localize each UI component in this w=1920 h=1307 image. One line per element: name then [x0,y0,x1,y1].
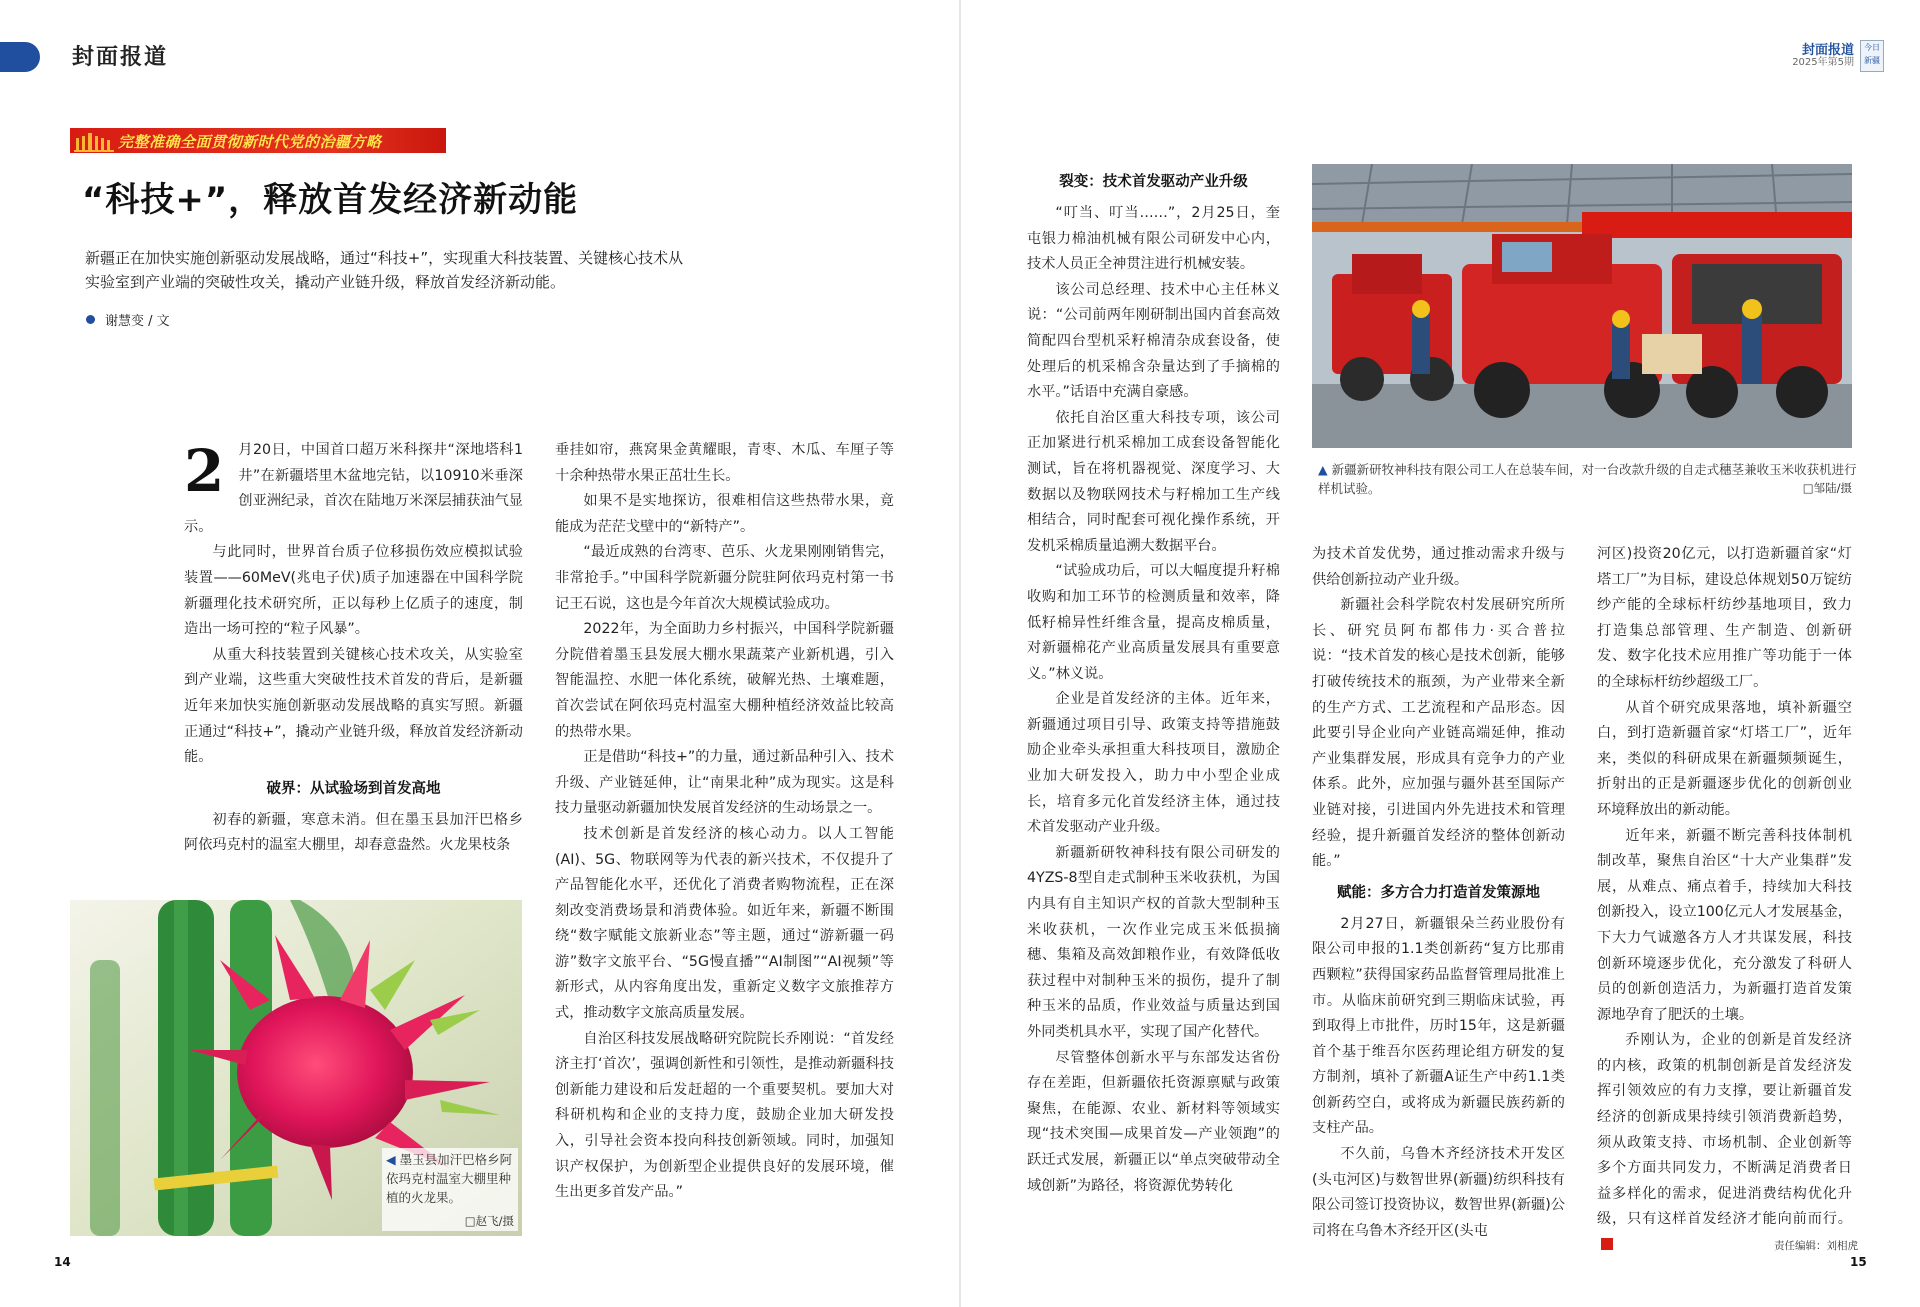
section-title: 封面报道 [72,44,169,70]
paragraph: “最近成熟的台湾枣、芭乐、火龙果刚刚销售完，非常抢手。”中国科学院新疆分院驻阿依玛克村第一书记王石说，这也是今年首次大规模试验成功。 [555,544,894,612]
paragraph: 企业是首发经济的主体。近年来，新疆通过项目引导、政策支持等措施鼓励企业牵头承担重大科技项目，激励企业加大研发投入，助力中小型企业成长，培育多元化首发经济主体，通过技术首发驱动产业升级。 [1027,691,1280,836]
paragraph: “试验成功后，可以大幅度提升籽棉收购和加工环节的检测质量和效率，降低籽棉异性纤维含量，提高皮棉质量，对新疆棉花产业高质量发展具有重要意义。”林义说。 [1027,563,1280,682]
paragraph: 2022年，为全面助力乡村振兴，中国科学院新疆分院借着墨玉县发展大棚水果蔬菜产业新机遇，引入智能温控、水肥一体化系统，破解光热、土壤难题，首次尝试在阿依玛克村温室大棚种植经济效益比较高的热带水果。 [555,621,894,740]
paragraph: 该公司总经理、技术中心主任林义说：“公司前两年刚研制出国内首套高效简配四台型机采籽棉清杂成套设备，使处理后的机采棉含杂量达到了手摘棉的水平。”话语中充满自豪感。 [1027,281,1280,401]
body-column-1 [184,438,523,859]
paragraph: 如果不是实地探访，很难相信这些热带水果，竟能成为茫茫戈壁中的“新特产”。 [555,493,894,535]
paragraph: 从重大科技装置到关键核心技术攻关，从实验室到产业端，这些重大突破性技术首发的背后，是新疆近年来加快实施创新驱动发展战略的真实写照。新疆正通过“科技+”，撬动产业链升级，释放首发经济新动能。 [184,646,523,766]
paragraph: 不久前，乌鲁木齐经济技术开发区(头屯河区)与数智世界(新疆)纺织科技有限公司签订投资协议，数智世界(新疆)公司将在乌鲁木齐经开区(头屯 [1312,1146,1565,1239]
paragraph: 从首个研究成果落地，填补新疆空白，到打造新疆首家“灯塔工厂”，近年来，类似的科研成果在新疆频频诞生，折射出的正是新疆逐步优化的创新创业环境释放出的新动能。 [1597,699,1852,818]
body-column-4 [1312,542,1565,1244]
harvester-workshop-photo [1312,164,1852,448]
paragraph: 垂挂如帘，燕窝果金黄耀眼，青枣、木瓜、车厘子等十余种热带水果正茁壮生长。 [555,442,894,484]
paragraph-text: 月20日，中国首口超万米科探井“深地塔科1井”在新疆塔里木盆地完钻，以10910米垂深创亚洲纪录，首次在陆地万米深层捕获油气显示。 [184,442,523,535]
paragraph: 尽管整体创新水平与东部发达省份存在差距，但新疆依托资源禀赋与政策聚焦，在能源、农业、新材料等领域实现“技术突围—成果首发—产业领跑”的跃迁式发展，新疆正以“单点突破带动全域创新”为路径，将资源优势转化 [1027,1049,1280,1194]
theme-banner [70,128,446,153]
article-title: “科技+”，释放首发经济新动能 [82,180,579,220]
paragraph: 2月27日，新疆银朵兰药业股份有限公司申报的1.1类创新药“复方比那甫西颗粒”获得国家药品监督管理局批准上市。从临床前研究到三期临床试验，再到取得上市批件，历时15年，这是新疆首个基于维吾尔医药理论组方研发的复方制剂，填补了新疆A证生产中药1.1类创新药空白，或将成为新疆民族药新的支柱产品。 [1312,915,1565,1137]
harvester-workshop-illustration [1312,164,1852,448]
paragraph: 新疆社会科学院农村发展研究所所长、研究员阿布都伟力·买合普拉说：“技术首发的核心是技术创新，能够打破传统技术的瓶颈，为产业带来全新的生产方式、工艺流程和产品形态。因此要引导企业向产业链高端延伸，推动产业集群发展，形成具有竞争力的产业体系。此外，应加强与疆外甚至国际产业链对接，引进国内外先进技术和管理经验，提升新疆首发经济的整体创新动能。” [1312,597,1565,870]
caption-arrow-icon: ▲ [1318,462,1332,477]
paragraph: 技术创新是首发经济的核心动力。以人工智能(AI)、5G、物联网等为代表的新兴技术，不仅提升了产品智能化水平，还优化了消费者购物流程，正在深刻改变消费场景和消费体验。如近年来，新疆不断围绕“数字赋能文旅新业态”等主题，通过“游新疆一码游”数字文旅平台、“5G慢直播”“AI制图”“AI视频”等新形式，从内容角度出发，重新定义数字文旅推荐方式，推动数字文旅高质量发展。 [555,825,894,1022]
page-gutter [959,0,961,1307]
section-heading: 破界：从试验场到首发高地 [266,780,441,797]
body-column-5 [1597,542,1852,1259]
magazine-logo-text: 今日新疆 [1864,43,1880,65]
paragraph [1597,1028,1852,1258]
magazine-logo [1860,40,1884,72]
dragon-fruit-photo [70,900,522,1236]
byline-text: 谢慧变 / 文 [105,314,170,329]
byline [86,310,170,329]
article-lead: 新疆正在加快实施创新驱动发展战略，通过“科技+”，实现重大科技装置、关键核心技术从实验室到产业端的突破性攻关，撬动产业链升级，释放首发经济新动能。 [85,249,684,291]
byline-bullet-icon [86,315,95,324]
paragraph: 正是借助“科技+”的力量，通过新品种引入、技术升级、产业链延伸，让“南果北种”成为现实。这是科技力量驱动新疆加快发展首发经济的生动场景之一。 [555,749,894,817]
page-number-left: 14 [54,1255,71,1269]
body-column-2 [555,438,894,1206]
end-mark-icon [1601,1238,1613,1250]
running-header-title: 封面报道 [1801,42,1854,58]
great-hall-icon [74,130,114,152]
paragraph: 依托自治区重大科技专项，该公司正加紧进行机采棉加工成套设备智能化测试，旨在将机器视觉、深度学习、大数据以及物联网技术与籽棉加工生产线相结合，同时配套可视化操作系统，开发机采棉质量追溯大数据平台。 [1027,409,1280,554]
section-tab-marker [0,42,40,72]
paragraph: 初春的新疆，寒意未消。但在墨玉县加汗巴格乡阿依玛克村的温室大棚里，却春意盎然。火龙果枝条 [184,811,523,854]
banner-text: 完整准确全面贯彻新时代党的治疆方略 [118,133,382,151]
photo2-caption-text: 新疆新研牧神科技有限公司工人在总装车间，对一台改款升级的自走式穗茎兼收玉米收获机进行样机试验。 [1318,462,1857,496]
paragraph: 新疆新研牧神科技有限公司研发的4YZS-8型自走式制种玉米收获机，为国内具有自主知识产权的首款大型制种玉米收获机，一次作业完成玉米低损摘穗、集箱及高效卸粮作业，有效降低收获过程中对制种玉米的损伤，提升了制种玉米的品质，作业效益与质量达到国外同类机具水平，实现了国产化替代。 [1027,844,1280,1040]
paragraph [184,438,523,540]
section-heading: 赋能：多方合力打造首发策源地 [1337,884,1540,901]
responsible-editor: 责任编辑：刘相虎 [1774,1240,1858,1252]
photo2-credit: □邹陆/摄 [1802,481,1852,495]
paragraph: 为技术首发优势，通过推动需求升级与供给创新拉动产业升级。 [1312,546,1565,588]
page-number-right: 15 [1850,1255,1867,1269]
running-header [1792,40,1884,72]
issue-label: 2025年第5期 [1792,56,1854,68]
photo1-caption [386,1150,514,1207]
caption-arrow-icon: ◀ [386,1152,400,1167]
photo1-credit: □赵飞/摄 [464,1214,514,1228]
paragraph: 近年来，新疆不断完善科技体制机制改革，聚焦自治区“十大产业集群”发展，从难点、痛点着手，持续加大科技创新投入，设立100亿元人才发展基金，下大力气诚邀各方人才共谋发展，科技创新环境逐步优化，充分激发了科研人员的创新创造活力，为新疆打造首发策源地孕育了肥沃的土壤。 [1597,827,1852,1023]
paragraph: 与此同时，世界首台质子位移损伤效应模拟试验装置——60MeV(兆电子伏)质子加速器在中国科学院新疆理化技术研究所，正以每秒上亿质子的速度，制造出一场可控的“粒子风暴”。 [184,544,523,638]
drop-cap: 2 [184,437,225,505]
photo1-caption-text: 墨玉县加汗巴格乡阿依玛克村温室大棚里种植的火龙果。 [386,1152,513,1205]
paragraph-text: 乔刚认为，企业的创新是首发经济的内核，政策的机制创新是首发经济发挥引领效应的有力支撑，要让新疆首发经济的创新成果持续引领消费新趋势，须从政策支持、市场机制、企业创新等多个方面共同发力，不断满足消费者日益多样化的需求，促进消费结构优化升级，只有这样首发经济才能向前而行。 [1597,1032,1852,1228]
photo1-caption-box [382,1148,518,1231]
section-heading: 裂变：技术首发驱动产业升级 [1059,174,1248,190]
paragraph: “叮当、叮当……”，2月25日，奎屯银力棉油机械有限公司研发中心内，技术人员正全神贯注进行机械安装。 [1027,205,1280,273]
paragraph: 河区)投资20亿元，以打造新疆首家“灯塔工厂”为目标，建设总体规划50万锭纺纱产能的全球标杆纺纱基地项目，致力打造集总部管理、生产制造、创新研发、数字化技术应用推广等功能于一体的全球标杆纺纱超级工厂。 [1597,546,1852,690]
paragraph: 自治区科技发展战略研究院院长乔刚说：“首发经济主打‘首次’，强调创新性和引领性，是推动新疆科技创新能力建设和后发赶超的一个重要契机。要加大对科研机构和企业的支持力度，鼓励企业加大研发投入，引导社会资本投向科技创新领域。同时，加强知识产权保护，为创新型企业提供良好的发展环境，催生出更多首发产品。” [555,1030,894,1201]
body-column-3 [1027,170,1280,1199]
